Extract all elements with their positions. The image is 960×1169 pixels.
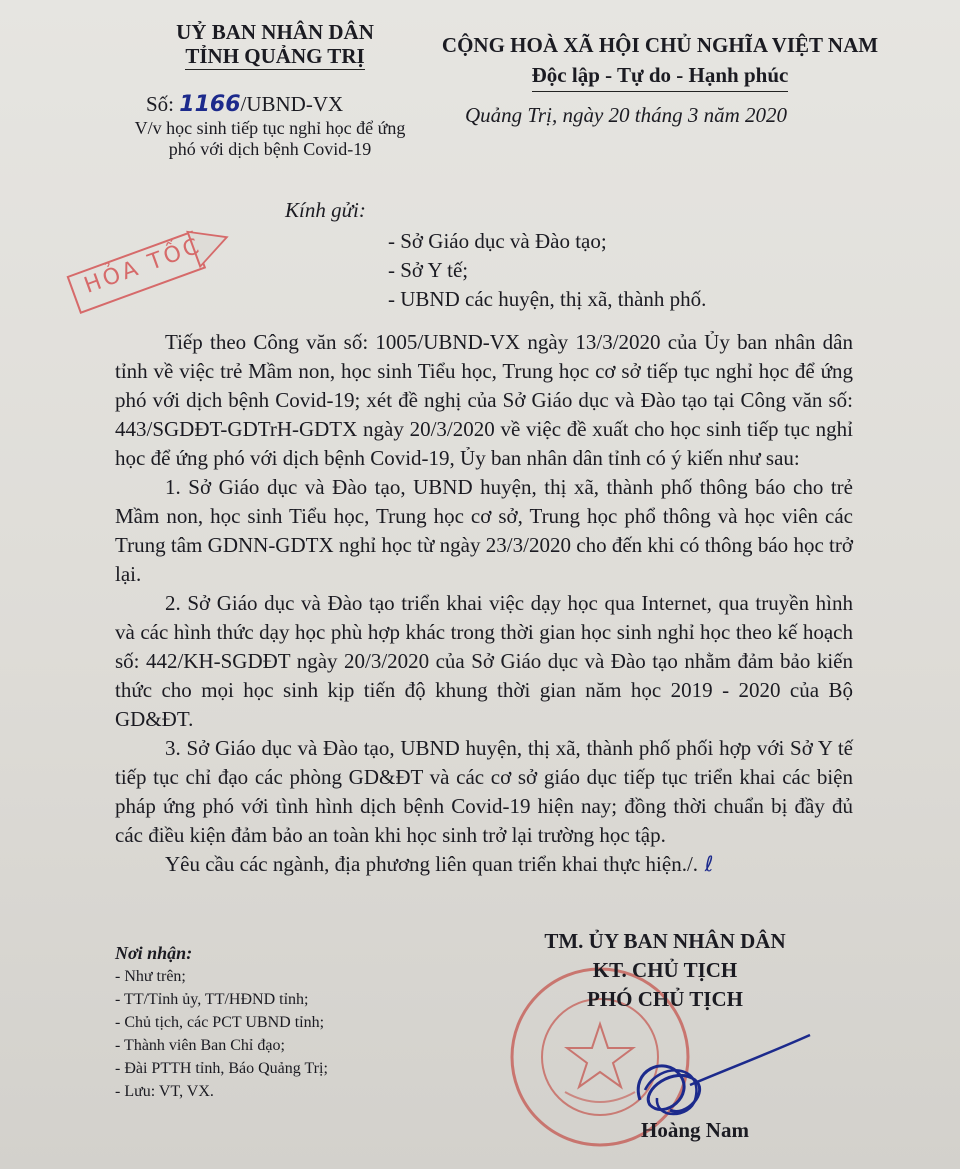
signature-line3: PHÓ CHỦ TỊCH (587, 987, 743, 1011)
urgent-stamp (62, 202, 259, 339)
salutation: Kính gửi: (285, 198, 366, 222)
recipient-item: - UBND các huyện, thị xã, thành phố. (388, 287, 707, 311)
issuer-header (150, 20, 400, 70)
issuer-line2: TỈNH QUẢNG TRỊ (185, 44, 365, 68)
distribution-item: - Thành viên Ban Chỉ đạo; (115, 1037, 285, 1054)
doc-number-suffix: /UBND-VX (240, 92, 344, 116)
distribution-list (115, 942, 328, 1103)
document-body (115, 328, 853, 879)
dateline: Quảng Trị, ngày 20 tháng 3 năm 2020 (465, 103, 788, 127)
recipient-list (388, 227, 706, 314)
handwritten-signature-icon (585, 1010, 825, 1130)
signature-line2: KT. CHỦ TỊCH (592, 958, 738, 982)
body-paragraph: 3. Sở Giáo dục và Đào tạo, UBND huyện, thị xã, thành phố phối hợp với Sở Y tế tiếp tục chỉ đạo các phòng GD&ĐT và các cơ sở giáo dục tiếp tục triển khai các biện pháp ứng phó với tình hình dịch bệnh Covid-19 hiện nay; đồng thời chuẩn bị đầy đủ các điều kiện đảm bảo an toàn khi học sinh trở lại trường học tập. (115, 736, 853, 847)
closing-text: Yêu cầu các ngành, địa phương liên quan triển khai thực hiện./. (165, 852, 699, 876)
subject-line2: phó với dịch bệnh Covid-19 (168, 139, 372, 159)
distribution-item: - Như trên; (115, 968, 186, 985)
distribution-item: - TT/Tỉnh ủy, TT/HĐND tỉnh; (115, 991, 309, 1008)
document-number (146, 92, 343, 117)
issuer-line1: UỶ BAN NHÂN DÂN (176, 20, 374, 44)
national-header (420, 30, 900, 92)
doc-number-handwritten: 1166 (179, 92, 241, 117)
national-title: CỘNG HOÀ XÃ HỘI CHỦ NGHĨA VIỆT NAM (441, 33, 879, 57)
signer-name: Hoàng Nam (641, 1118, 749, 1142)
recipient-item: - Sở Giáo dục và Đào tạo; (388, 229, 607, 253)
distribution-item: - Chủ tịch, các PCT UBND tỉnh; (115, 1014, 325, 1031)
distribution-item: - Lưu: VT, VX. (115, 1083, 214, 1100)
signature-line1: TM. ỦY BAN NHÂN DÂN (544, 929, 786, 953)
initial-mark-icon: ℓ (698, 852, 714, 876)
body-paragraph: 1. Sở Giáo dục và Đào tạo, UBND huyện, thị xã, thành phố thông báo cho trẻ Mầm non, học sinh Tiểu học, Trung học cơ sở, Trung học phổ thông và học viên các Trung tâm GDNN-GDTX nghỉ học từ ngày 23/3/2020 cho đến khi có thông báo học trở lại. (115, 475, 853, 586)
body-paragraph: 2. Sở Giáo dục và Đào tạo triển khai việc dạy học qua Internet, qua truyền hình và các hình thức dạy học phù hợp khác trong thời gian học sinh nghỉ học theo kế hoạch số: 442/KH-SGDĐT ngày 20/3/2020 của Sở Giáo dục và Đào tạo nhằm đảm bảo kiến thức cho mọi học sinh kịp tiến độ khung thời gian năm học 2019 - 2020 của Bộ GD&ĐT. (115, 591, 853, 731)
subject-line1: V/v học sinh tiếp tục nghỉ học để ứng (134, 118, 406, 138)
doc-number-prefix: Số: (146, 92, 180, 116)
closing-paragraph (115, 850, 853, 879)
national-motto: Độc lập - Tự do - Hạnh phúc (532, 60, 789, 92)
stamp-text: HỎA TỐC (81, 233, 206, 299)
recipient-item: - Sở Y tế; (388, 258, 469, 282)
signature-block (520, 927, 810, 1014)
distribution-title: Nơi nhận: (115, 943, 193, 963)
subject-line (105, 118, 435, 160)
distribution-item: - Đài PTTH tỉnh, Báo Quảng Trị; (115, 1060, 328, 1077)
body-paragraph: Tiếp theo Công văn số: 1005/UBND-VX ngày 13/3/2020 của Ủy ban nhân dân tỉnh về việc trẻ Mầm non, học sinh Tiểu học, Trung học cơ sở tiếp tục nghỉ học để ứng phó với dịch bệnh Covid-19; xét đề nghị của Sở Giáo dục và Đào tạo tại Công văn số: 443/SGDĐT-GDTrH-GDTX ngày 20/3/2020 về việc đề xuất cho học sinh tiếp tục nghỉ học để ứng phó với dịch bệnh Covid-19, Ủy ban nhân dân tỉnh có ý kiến như sau: (115, 330, 853, 470)
